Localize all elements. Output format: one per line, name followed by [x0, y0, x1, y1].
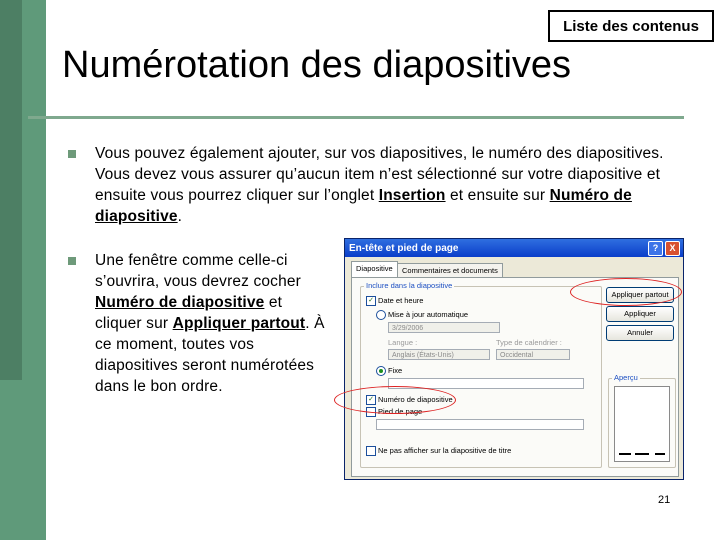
no-title-slide-label: Ne pas afficher sur la diapositive de titre [378, 446, 512, 455]
page-number: 21 [658, 494, 671, 506]
preview-date-mark [619, 453, 631, 455]
footer-label: Pied de page [378, 407, 423, 416]
slide-title: Numérotation des diapositives [62, 44, 572, 86]
tab-slide[interactable]: Diapositive [351, 261, 398, 278]
language-label: Langue : [388, 338, 418, 347]
bullet-marker [68, 257, 76, 265]
bullet-paragraph-2: Une fenêtre comme celle-ci s’ouvrira, vous devrez cocher Numéro de diapositive et cliquer sur Appliquer partout. À ce moment, toutes vos diapositives seront numérotées dans le bon ordre. [95, 252, 325, 395]
calendar-select[interactable]: Occidental [496, 349, 570, 360]
apply-all-button[interactable]: Appliquer partout [606, 287, 674, 303]
fixed-radio[interactable] [376, 366, 386, 376]
table-of-contents-button[interactable]: Liste des contenus [548, 10, 714, 42]
include-group-label: Inclure dans la diapositive [366, 281, 453, 290]
preview-number-mark [655, 453, 665, 455]
slide-number-label: Numéro de diapositive [378, 395, 453, 404]
footer-input[interactable] [376, 419, 584, 430]
apply-all-link: Appliquer partout [172, 315, 306, 332]
apply-button[interactable]: Appliquer [606, 306, 674, 322]
dialog-panel [351, 277, 679, 477]
title-divider [28, 116, 684, 119]
side-bar-accent [0, 0, 22, 380]
highlight-apply-all [570, 278, 682, 306]
preview-box [614, 386, 670, 462]
date-time-label: Date et heure [378, 296, 424, 305]
close-icon[interactable]: X [665, 241, 680, 256]
no-title-slide-checkbox[interactable] [366, 446, 376, 456]
calendar-label: Type de calendrier : [496, 338, 562, 347]
cancel-button[interactable]: Annuler [606, 325, 674, 341]
bullet-paragraph-1: Vous pouvez également ajouter, sur vos diapositives, le numéro des diapositives. Vous devez vous assurer qu’aucun item n’est sélectionné sur votre diapositive et ensuite vous pourrez cliquer sur l’onglet Insertion et ensuite sur Numéro de diapositive. [95, 145, 664, 225]
auto-update-radio[interactable] [376, 310, 386, 320]
auto-update-label: Mise à jour automatique [388, 310, 469, 319]
slide-number-link: Numéro de diapositive [95, 294, 265, 311]
slide-number-link: Numéro de diapositive [95, 187, 632, 225]
dialog-titlebar [345, 239, 683, 257]
help-icon[interactable]: ? [648, 241, 663, 256]
date-select[interactable]: 3/29/2006 [388, 322, 500, 333]
language-select[interactable]: Anglais (États-Unis) [388, 349, 490, 360]
highlight-slide-number [334, 386, 456, 414]
tab-notes[interactable]: Commentaires et documents [397, 263, 503, 278]
insertion-link: Insertion [378, 187, 446, 204]
header-footer-dialog [344, 238, 684, 480]
slide-number-checkbox[interactable]: ✓ [366, 395, 376, 405]
fixed-label: Fixe [388, 366, 403, 375]
preview-footer-mark [635, 453, 649, 455]
date-time-checkbox[interactable]: ✓ [366, 296, 376, 306]
dialog-title: En-tête et pied de page [349, 242, 459, 254]
preview-label: Aperçu [614, 373, 638, 382]
bullet-marker [68, 150, 76, 158]
